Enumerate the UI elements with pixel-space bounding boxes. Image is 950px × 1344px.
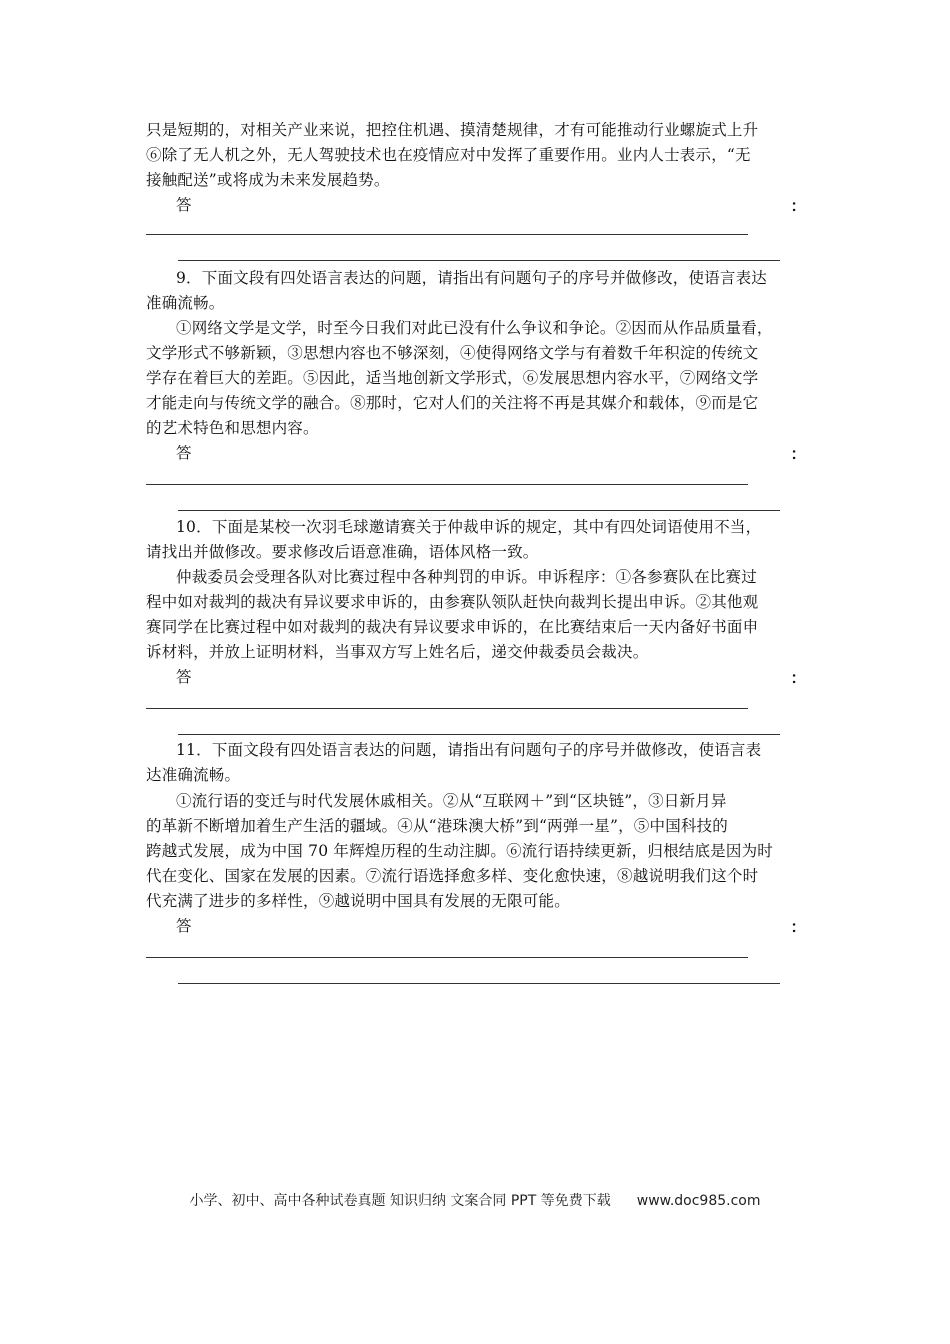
answer-line[interactable] [178, 734, 780, 735]
q10-prompt: 请找出并做修改。要求修改后语意准确，语体风格一致。 [146, 543, 539, 561]
q10-prompt: 10．下面是某校一次羽毛球邀请赛关于仲裁申诉的规定，其中有四处词语使用不当， [176, 518, 762, 536]
answer-line[interactable] [146, 708, 748, 709]
q11-passage-line: 代在变化、国家在发展的因素。⑦流行语选择愈多样、变化愈快速，⑧越说明我们这个时 [146, 867, 759, 885]
q11-passage-line: ①流行语的变迁与时代发展休戚相关。②从“互联网＋”到“区块链”，③日新月异 [176, 792, 727, 810]
answer-line[interactable] [146, 234, 748, 235]
answer-label: 答 [176, 917, 192, 935]
answer-line[interactable] [146, 484, 748, 485]
q9-passage-line: 文学形式不够新颖，③思想内容也不够深刻，④使得网络文学与有着数千年积淀的传统文 [146, 344, 759, 362]
answer-label: 答 [176, 668, 192, 686]
answer-row [176, 665, 806, 690]
answer-line[interactable] [146, 957, 748, 958]
q10-passage-line: 诉材料，并放上证明材料，当事双方写上姓名后，递交仲裁委员会裁决。 [146, 643, 649, 661]
q11-prompt: 达准确流畅。 [146, 766, 241, 784]
answer-row [176, 914, 806, 939]
q9-passage-line: 的艺术特色和思想内容。 [146, 419, 319, 437]
answer-line[interactable] [178, 260, 780, 261]
q9-prompt: 9．下面文段有四处语言表达的问题，请指出有问题句子的序号并做修改，使语言表达 [176, 269, 767, 287]
intro-line: ⑥除了无人机之外，无人驾驶技术也在疫情应对中发挥了重要作用。业内人士表示，“无 [146, 146, 751, 164]
footer-site-link[interactable]: www.doc985.com [636, 1193, 761, 1209]
intro-line: 只是短期的，对相关产业来说，把控住机遇、摸清楚规律，才有可能推动行业螺旋式上升 [146, 121, 759, 139]
q10-passage-line: 仲裁委员会受理各队对比赛过程中各种判罚的申诉。申诉程序：①各参赛队在比赛过 [176, 568, 757, 586]
answer-line[interactable] [178, 510, 780, 511]
q9-passage-line: 才能走向与传统文学的融合。⑧那时，它对人们的关注将不再是其媒介和载体，⑨而是它 [146, 394, 759, 412]
q11-passage-line: 跨越式发展，成为中国 70 年辉煌历程的生动注脚。⑥流行语持续更新，归根结底是因为时 [146, 842, 773, 860]
answer-line[interactable] [178, 983, 780, 984]
q11-passage-line: 的革新不断增加着生产生活的疆域。④从“港珠澳大桥”到“两弹一星”，⑤中国科技的 [146, 817, 728, 835]
answer-colon: ： [790, 668, 806, 687]
q9-prompt: 准确流畅。 [146, 294, 225, 312]
footer-text: 小学、初中、高中各种试卷真题 知识归纳 文案合同 PPT 等免费下载 [189, 1193, 611, 1209]
answer-colon: ： [790, 444, 806, 463]
q10-passage-line: 赛同学在比赛过程中如对裁判的裁决有异议要求申诉的，在比赛结束后一天内备好书面申 [146, 618, 759, 636]
answer-row [176, 441, 806, 466]
answer-colon: ： [790, 917, 806, 936]
answer-label: 答 [176, 444, 192, 462]
q11-prompt: 11．下面文段有四处语言表达的问题，请指出有问题句子的序号并做修改，使语言表 [176, 741, 762, 759]
q11-passage-line: 代充满了进步的多样性，⑨越说明中国具有发展的无限可能。 [146, 892, 570, 910]
answer-row [176, 193, 806, 218]
page-footer [0, 1190, 950, 1210]
answer-colon: ： [790, 196, 806, 215]
answer-label: 答 [176, 196, 192, 214]
intro-line: 接触配送”或将成为未来发展趋势。 [146, 171, 390, 189]
q9-passage-line: 学存在着巨大的差距。⑤因此，适当地创新文学形式，⑥发展思想内容水平，⑦网络文学 [146, 369, 759, 387]
q9-passage-line: ①网络文学是文学，时至今日我们对此已没有什么争议和争论。②因而从作品质量看， [176, 319, 773, 337]
q10-passage-line: 程中如对裁判的裁决有异议要求申诉的，由参赛队领队赶快向裁判长提出申诉。②其他观 [146, 593, 759, 611]
